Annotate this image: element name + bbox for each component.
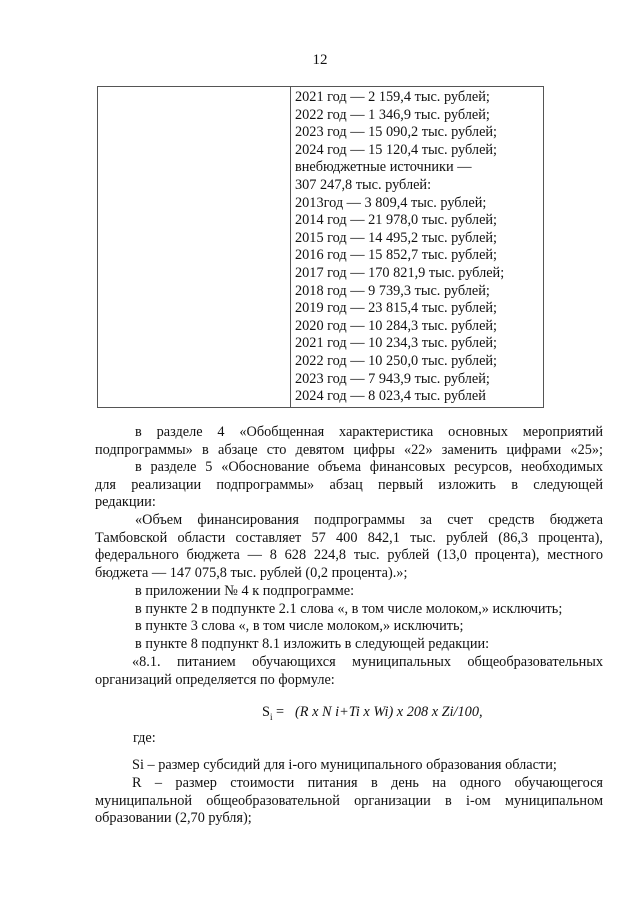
text-line: в пункте 8 подпункт 8.1 изложить в следующей редакции:	[135, 635, 490, 652]
text-line: организаций определяется по формуле:	[95, 671, 335, 688]
paragraph-section-5	[95, 459, 603, 512]
paragraph-r	[95, 775, 603, 828]
paragraph-funding-quote	[95, 512, 603, 582]
text-line: «8.1. питанием обучающихся муниципальных общеобразовательных	[132, 654, 603, 670]
table-line: 2014 год — 21 978,0 тыс. рублей;	[295, 212, 498, 229]
table-line: 2024 год — 8 023,4 тыс. рублей	[295, 388, 486, 405]
amendment-items	[95, 583, 603, 653]
formula-equals: =	[276, 704, 285, 720]
table-line: 2022 год — 10 250,0 тыс. рублей;	[295, 352, 498, 369]
text-line: бюджета — 147 075,8 тыс. рублей (0,2 процента).»;	[95, 564, 408, 581]
text-line: в разделе 4 «Обобщенная характеристика основных мероприятий	[135, 424, 603, 440]
paragraph-section-4	[95, 424, 603, 459]
formula-rhs: (R x N i+Ti x Wi) x 208 x Zi/100,	[295, 704, 483, 720]
table-line: 2023 год — 15 090,2 тыс. рублей;	[295, 124, 498, 141]
text-line: в пункте 3 слова «, в том числе молоком,» исключить;	[135, 618, 464, 635]
table-line: 2023 год — 7 943,9 тыс. рублей;	[295, 370, 490, 387]
text-line: подпрограммы» в абзаце сто девятом цифры «22» заменить цифрами «25»;	[95, 441, 603, 458]
text-line: Si – размер субсидий для i-ого муниципального образования области;	[132, 757, 557, 773]
text-line: федерального бюджета — 8 628 224,8 тыс. рублей (13,0 процента), местного	[95, 547, 603, 564]
table-line: 2020 год — 10 284,3 тыс. рублей;	[295, 317, 498, 334]
table-line: 2022 год — 1 346,9 тыс. рублей;	[295, 106, 490, 123]
table-column-divider	[290, 87, 291, 407]
table-line: 2018 год — 9 739,3 тыс. рублей;	[295, 282, 490, 299]
text-line: в разделе 5 «Обоснование объема финансовых ресурсов, необходимых	[135, 459, 603, 475]
table-line: 2024 год — 15 120,4 тыс. рублей;	[295, 141, 498, 158]
text-line: образовании (2,70 рубля);	[95, 810, 252, 827]
table-line: 2021 год — 10 234,3 тыс. рублей;	[295, 335, 498, 352]
paragraph-si	[95, 757, 603, 775]
text-line: Тамбовской области составляет 57 400 842,1 тыс. рублей (86,3 процента),	[95, 529, 603, 546]
table-line: 2017 год — 170 821,9 тыс. рублей;	[295, 264, 505, 281]
funding-table	[97, 86, 544, 408]
table-line: 2019 год — 23 815,4 тыс. рублей;	[295, 300, 498, 317]
table-line: 2015 год — 14 495,2 тыс. рублей;	[295, 229, 498, 246]
text-line: муниципальной общеобразовательной организации в i-ом муниципальном	[95, 792, 603, 809]
formula-subscript: i	[269, 711, 273, 722]
table-line: 2016 год — 15 852,7 тыс. рублей;	[295, 247, 498, 264]
table-line: 2013год — 3 809,4 тыс. рублей;	[295, 194, 487, 211]
table-line: внебюджетные источники —	[295, 159, 472, 176]
text-line: «Объем финансирования подпрограммы за счет средств бюджета	[135, 512, 603, 528]
table-line: 2021 год — 2 159,4 тыс. рублей;	[295, 89, 490, 105]
text-line: редакции:	[95, 494, 156, 511]
text-line: в пункте 2 в подпункте 2.1 слова «, в том числе молоком,» исключить;	[135, 600, 563, 617]
funding-table-cell	[295, 89, 539, 406]
text-line: R – размер стоимости питания в день на одного обучающегося	[132, 775, 603, 791]
text-line: в приложении № 4 к подпрограмме:	[135, 583, 355, 599]
formula-symbol: S	[262, 704, 270, 720]
formula-lhs	[262, 704, 284, 722]
page-number: 12	[312, 52, 328, 68]
table-line: 307 247,8 тыс. рублей:	[295, 176, 432, 193]
text-line: для реализации подпрограммы» абзац первый изложить в следующей	[95, 476, 603, 493]
paragraph-8-1	[95, 654, 603, 689]
where-label: где:	[133, 730, 156, 746]
